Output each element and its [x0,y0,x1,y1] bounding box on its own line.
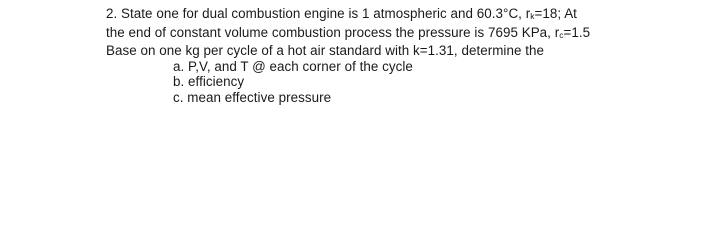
problem-line-2-text: the end of constant volume combustion process the pressure is 7695 KPa, r [106,24,560,40]
part-c: c. mean effective pressure [173,89,332,105]
problem-line-3: Base on one kg per cycle of a hot air standard with k=1.31, determine the [106,43,544,58]
problem-line-2-tail: =1.5 [563,24,591,40]
problem-line-1-tail: =18; At [534,6,577,21]
problem-line-1 [106,6,706,25]
part-b: b. efficiency [173,74,245,89]
rc-subscript: c [559,29,564,40]
question-parts-list [106,59,706,106]
problem-line-2 [106,25,706,44]
problem-line-1-text: 2. State one for dual combustion engine is 1 atmospheric and 60.3°C, r [106,6,531,21]
part-a: a. P,V, and T @ each corner of the cycle [173,58,413,74]
rk-subscript: k [530,11,535,21]
problem-statement [106,6,706,105]
